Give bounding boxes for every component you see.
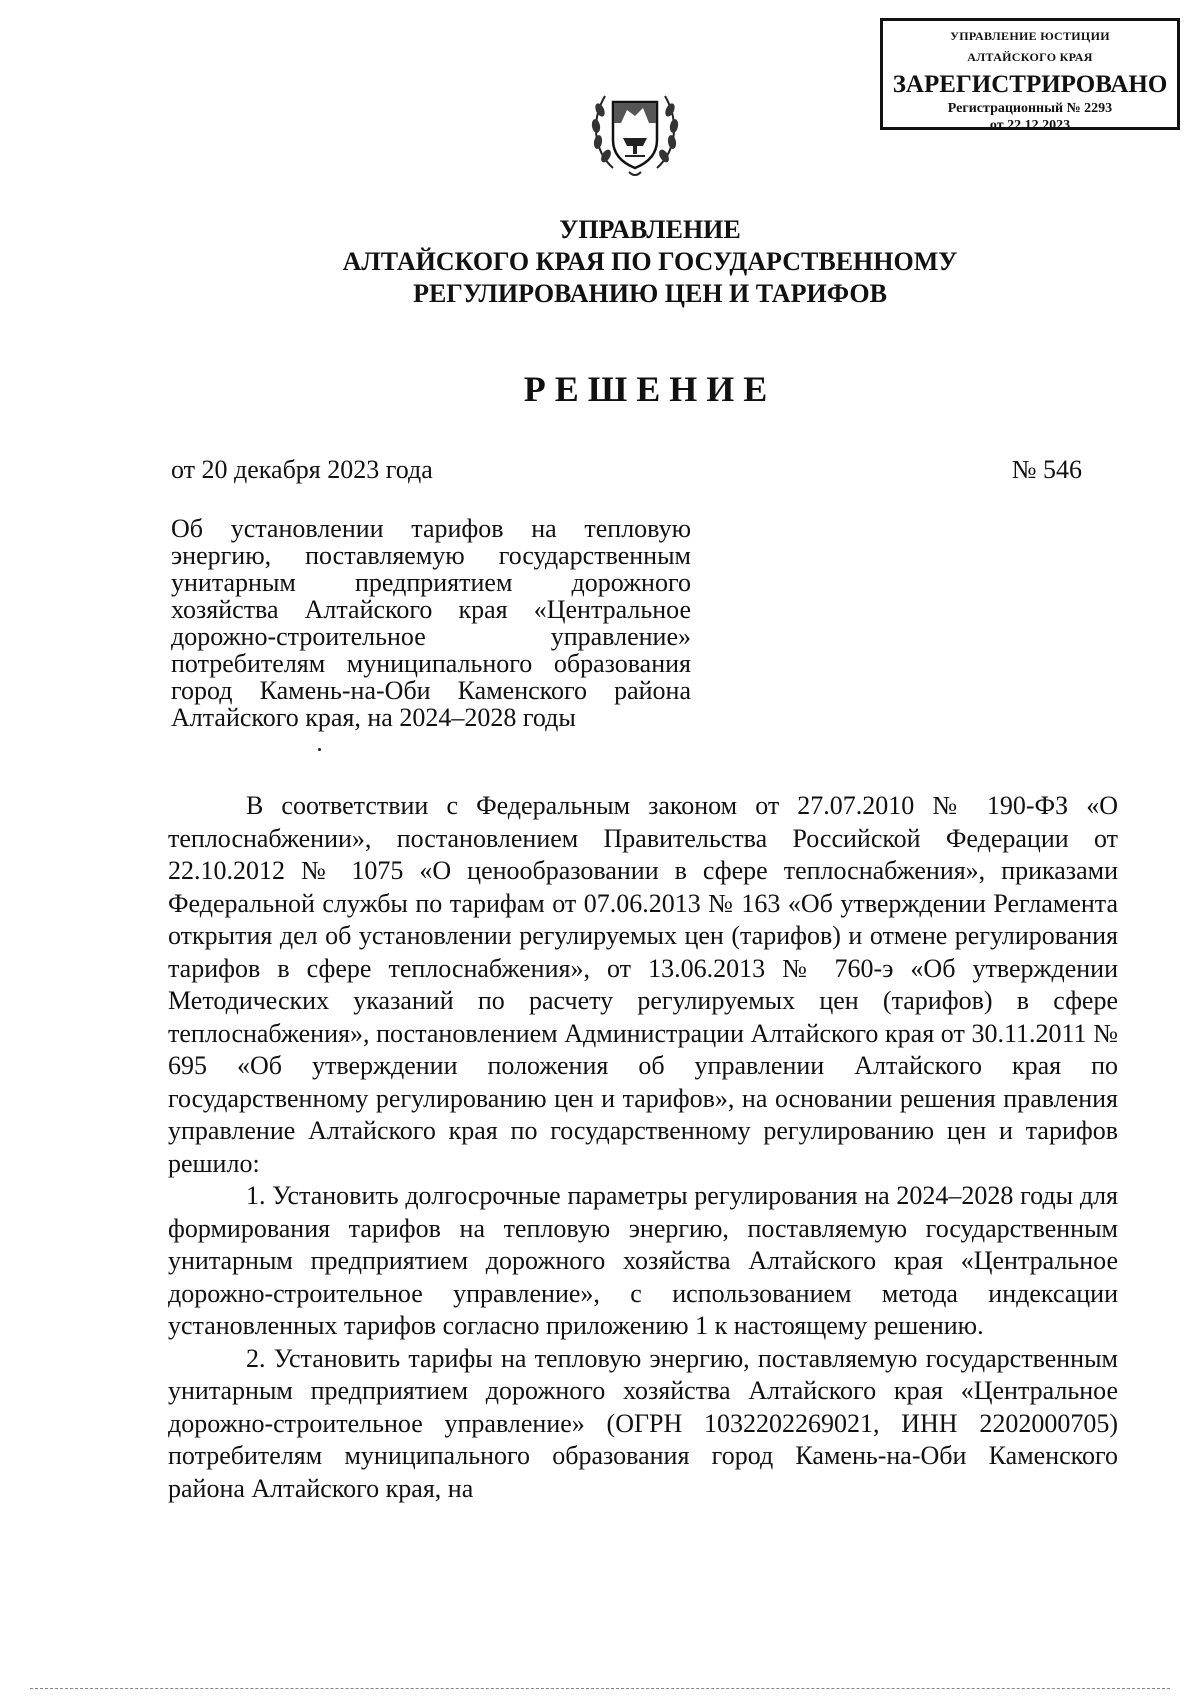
document-number: № 546: [1011, 455, 1082, 484]
page-edge-line: [30, 1688, 1170, 1689]
preamble-paragraph: В соответствии с Федеральным законом от 27.07.2010 № 190-ФЗ «О теплоснабжении», постановлением Правительства Российской Федерации от 22.10.2012 № 1075 «О ценообразовании в сфере теплоснабжения», приказами Федеральной службы по тарифам от 07.06.2013 № 163 «Об утверждении Регламента открытия дел об установлении регулируемых цен (тарифов) и отмене регулирования тарифов в сфере теплоснабжения», от 13.06.2013 № 760-э «Об утверждении Методических указаний по расчету регулируемых цен (тарифов) в сфере теплоснабжения», постановлением Администрации Алтайского края от 30.11.2011 № 695 «Об утверждении положения об управлении Алтайского края по государственному регулированию цен и тарифов», на основании решения правления управление Алтайского края по государственному регулированию цен и тарифов решило:: [168, 791, 1118, 1178]
stamp-title: ЗАРЕГИСТРИРОВАНО: [892, 71, 1168, 98]
document-subject: Об установлении тарифов на тепловую энергию, поставляемую государственным унитарным предприятием дорожного хозяйства Алтайского края «Центральное дорожно-строительное управление» потребителям муниципального образования город Камень-на-Оби Каменского района Алтайского края, на 2024–2028 годы: [171, 514, 691, 732]
document-date: от 20 декабря 2023 года: [171, 455, 433, 484]
stamp-reg-date: от 22.12.2023: [989, 118, 1071, 133]
agency-name: [250, 214, 1050, 310]
stamp-reg-number: Регистрационный № 2293: [947, 101, 1113, 116]
stamp-region: АЛТАЙСКОГО КРАЯ: [967, 50, 1093, 64]
stamp-org: УПРАВЛЕНИЕ ЮСТИЦИИ: [950, 29, 1110, 43]
agency-line-2: АЛТАЙСКОГО КРАЯ ПО ГОСУДАРСТВЕННОМУ: [342, 247, 958, 276]
coat-of-arms-icon: [583, 80, 687, 184]
agency-line-1: УПРАВЛЕНИЕ: [559, 215, 741, 244]
stray-mark: [318, 748, 321, 751]
item-1-paragraph: 1. Установить долгосрочные параметры регулирования на 2024–2028 годы для формирования тарифов на тепловую энергию, поставляемую государственным унитарным предприятием дорожного хозяйства Алтайского края «Центральное дорожно-строительное управление», с использованием метода индексации установленных тарифов согласно приложению 1 к настоящему решению.: [168, 1181, 1118, 1340]
document-body: [168, 790, 1118, 1505]
agency-line-3: РЕГУЛИРОВАНИЮ ЦЕН И ТАРИФОВ: [413, 279, 887, 308]
registration-stamp: [880, 18, 1180, 133]
document-type: РЕШЕНИЕ: [523, 369, 777, 409]
item-2-paragraph: 2. Установить тарифы на тепловую энергию, поставляемую государственным унитарным предприятием дорожного хозяйства Алтайского края «Центральное дорожно-строительное управление» (ОГРН 1032202269021, ИНН 2202000705) потребителям муниципального образования город Камень-на-Оби Каменского района Алтайского края, на: [168, 1343, 1118, 1503]
